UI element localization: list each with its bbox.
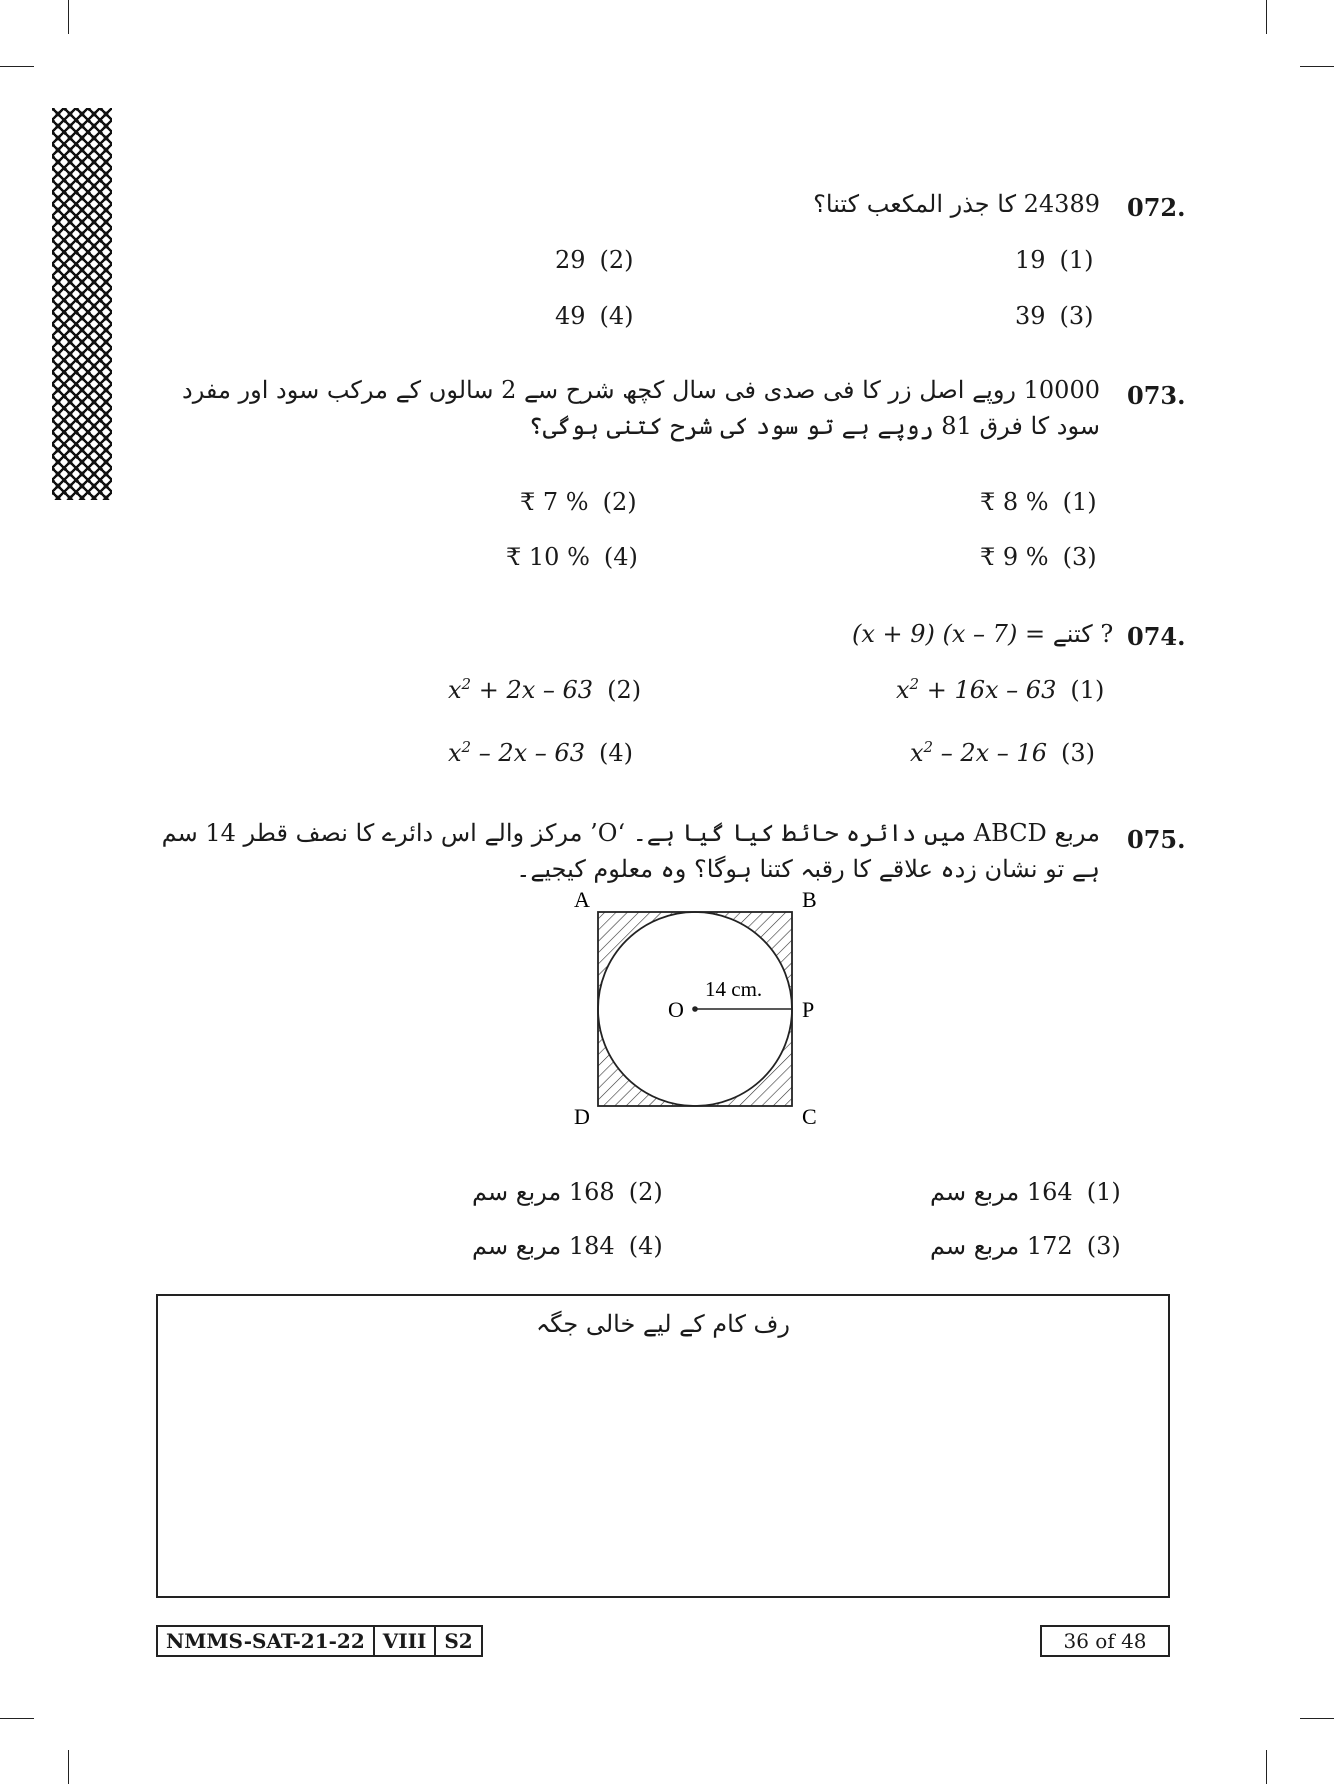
- crop-mark: [0, 66, 34, 67]
- option-4[interactable]: [448, 738, 633, 767]
- rough-work-area[interactable]: [156, 1294, 1170, 1598]
- option-label: (4): [628, 1232, 663, 1260]
- option-value: 168 مربع سم: [472, 1178, 615, 1206]
- question-number: 075.: [1127, 825, 1186, 854]
- option-label: (4): [599, 302, 634, 330]
- question-number: 073.: [1127, 381, 1186, 410]
- option-label: (4): [598, 739, 633, 767]
- option-value: – 2x – 16: [940, 739, 1047, 767]
- footer-class: VIII: [373, 1627, 435, 1655]
- crop-mark: [1266, 1750, 1267, 1784]
- option-1[interactable]: [930, 1178, 1121, 1206]
- option-label: (2): [602, 488, 637, 516]
- option-2[interactable]: [520, 488, 637, 516]
- option-value: ₹ 9 %: [980, 543, 1049, 571]
- crop-mark: [1300, 1718, 1334, 1719]
- option-3[interactable]: [1015, 302, 1094, 330]
- center-point: [692, 1006, 698, 1012]
- expression-text: (x + 9) (x – 7) =: [852, 620, 1046, 648]
- decorative-border-pattern: [52, 108, 112, 500]
- expression-word: کتنے: [1052, 620, 1093, 648]
- label-d: D: [574, 1104, 590, 1129]
- label-b: B: [802, 890, 817, 912]
- option-variable: $x^2$: [448, 738, 472, 767]
- crop-mark: [1300, 66, 1334, 67]
- option-label: (3): [1060, 739, 1095, 767]
- label-p: P: [802, 997, 815, 1022]
- option-2[interactable]: [448, 675, 641, 704]
- label-o: O: [668, 997, 684, 1022]
- option-value: – 2x – 63: [478, 739, 585, 767]
- radius-label: 14 cm.: [705, 977, 763, 1001]
- crop-mark: [0, 1718, 34, 1719]
- option-label: (3): [1062, 543, 1097, 571]
- label-a: A: [574, 890, 590, 912]
- option-value: 172 مربع سم: [930, 1232, 1073, 1260]
- question-text: 24389 کا جذر المکعب کتنا؟: [813, 190, 1100, 218]
- option-variable: $x^2$: [910, 738, 934, 767]
- page-number: 36 of 48: [1040, 1625, 1170, 1657]
- option-label: (2): [628, 1178, 663, 1206]
- expression-qmark: ?: [1100, 620, 1114, 648]
- option-label: (1): [1062, 488, 1097, 516]
- crop-mark: [68, 1750, 69, 1784]
- option-3[interactable]: [930, 1232, 1121, 1260]
- option-2[interactable]: [555, 246, 634, 274]
- option-4[interactable]: [506, 543, 638, 571]
- option-label: (3): [1059, 302, 1094, 330]
- option-4[interactable]: [472, 1232, 663, 1260]
- inscribed-circle-figure: [570, 890, 840, 1135]
- option-value: 29: [555, 246, 586, 274]
- option-value: 39: [1015, 302, 1046, 330]
- option-value: + 2x – 63: [478, 676, 594, 704]
- option-1[interactable]: [896, 675, 1104, 704]
- option-value: 19: [1015, 246, 1046, 274]
- option-1[interactable]: [1015, 246, 1094, 274]
- option-label: (2): [599, 246, 634, 274]
- option-label: (2): [607, 676, 642, 704]
- option-value: + 16x – 63: [926, 676, 1057, 704]
- option-3[interactable]: [980, 543, 1097, 571]
- option-variable: $x^2$: [896, 675, 920, 704]
- question-number: 074.: [1127, 622, 1186, 651]
- crop-mark: [68, 0, 69, 34]
- option-value: ₹ 7 %: [520, 488, 589, 516]
- crop-mark: [1266, 0, 1267, 34]
- option-label: (1): [1086, 1178, 1121, 1206]
- option-value: 184 مربع سم: [472, 1232, 615, 1260]
- option-value: 49: [555, 302, 586, 330]
- option-label: (1): [1070, 676, 1105, 704]
- rough-work-title: رف کام کے لیے خالی جگہ: [536, 1310, 790, 1338]
- option-label: (3): [1086, 1232, 1121, 1260]
- option-value: 164 مربع سم: [930, 1178, 1073, 1206]
- option-3[interactable]: [910, 738, 1095, 767]
- option-label: (4): [603, 543, 638, 571]
- footer-paper-code: [156, 1625, 483, 1657]
- option-variable: $x^2$: [448, 675, 472, 704]
- question-text: مربع ABCD میں دائرہ حائط کیا گیا ہے۔ ‘O’ مرکز والے اس دائرے کا نصف قطر 14 سم ہے تو نشان زدہ علاقے کا رقبہ کتنا ہوگا؟ وہ معلوم کیجیے۔: [161, 819, 1100, 883]
- option-4[interactable]: [555, 302, 634, 330]
- option-2[interactable]: [472, 1178, 663, 1206]
- option-value: ₹ 8 %: [980, 488, 1049, 516]
- question-number: 072.: [1127, 193, 1186, 222]
- footer-code: NMMS-SAT-21-22: [166, 1629, 365, 1653]
- footer-set: S2: [434, 1627, 480, 1655]
- option-value: ₹ 10 %: [506, 543, 590, 571]
- label-c: C: [802, 1104, 817, 1129]
- question-expression: [852, 620, 1113, 648]
- option-1[interactable]: [980, 488, 1097, 516]
- question-text: 10000 روپے اصل زر کا فی صدی فی سال کچھ شرح سے 2 سالوں کے مرکب سود اور مفرد سود کا فرق 81 روپے ہے تو سود کی شرح کتنی ہوگی؟: [182, 376, 1100, 440]
- option-label: (1): [1059, 246, 1094, 274]
